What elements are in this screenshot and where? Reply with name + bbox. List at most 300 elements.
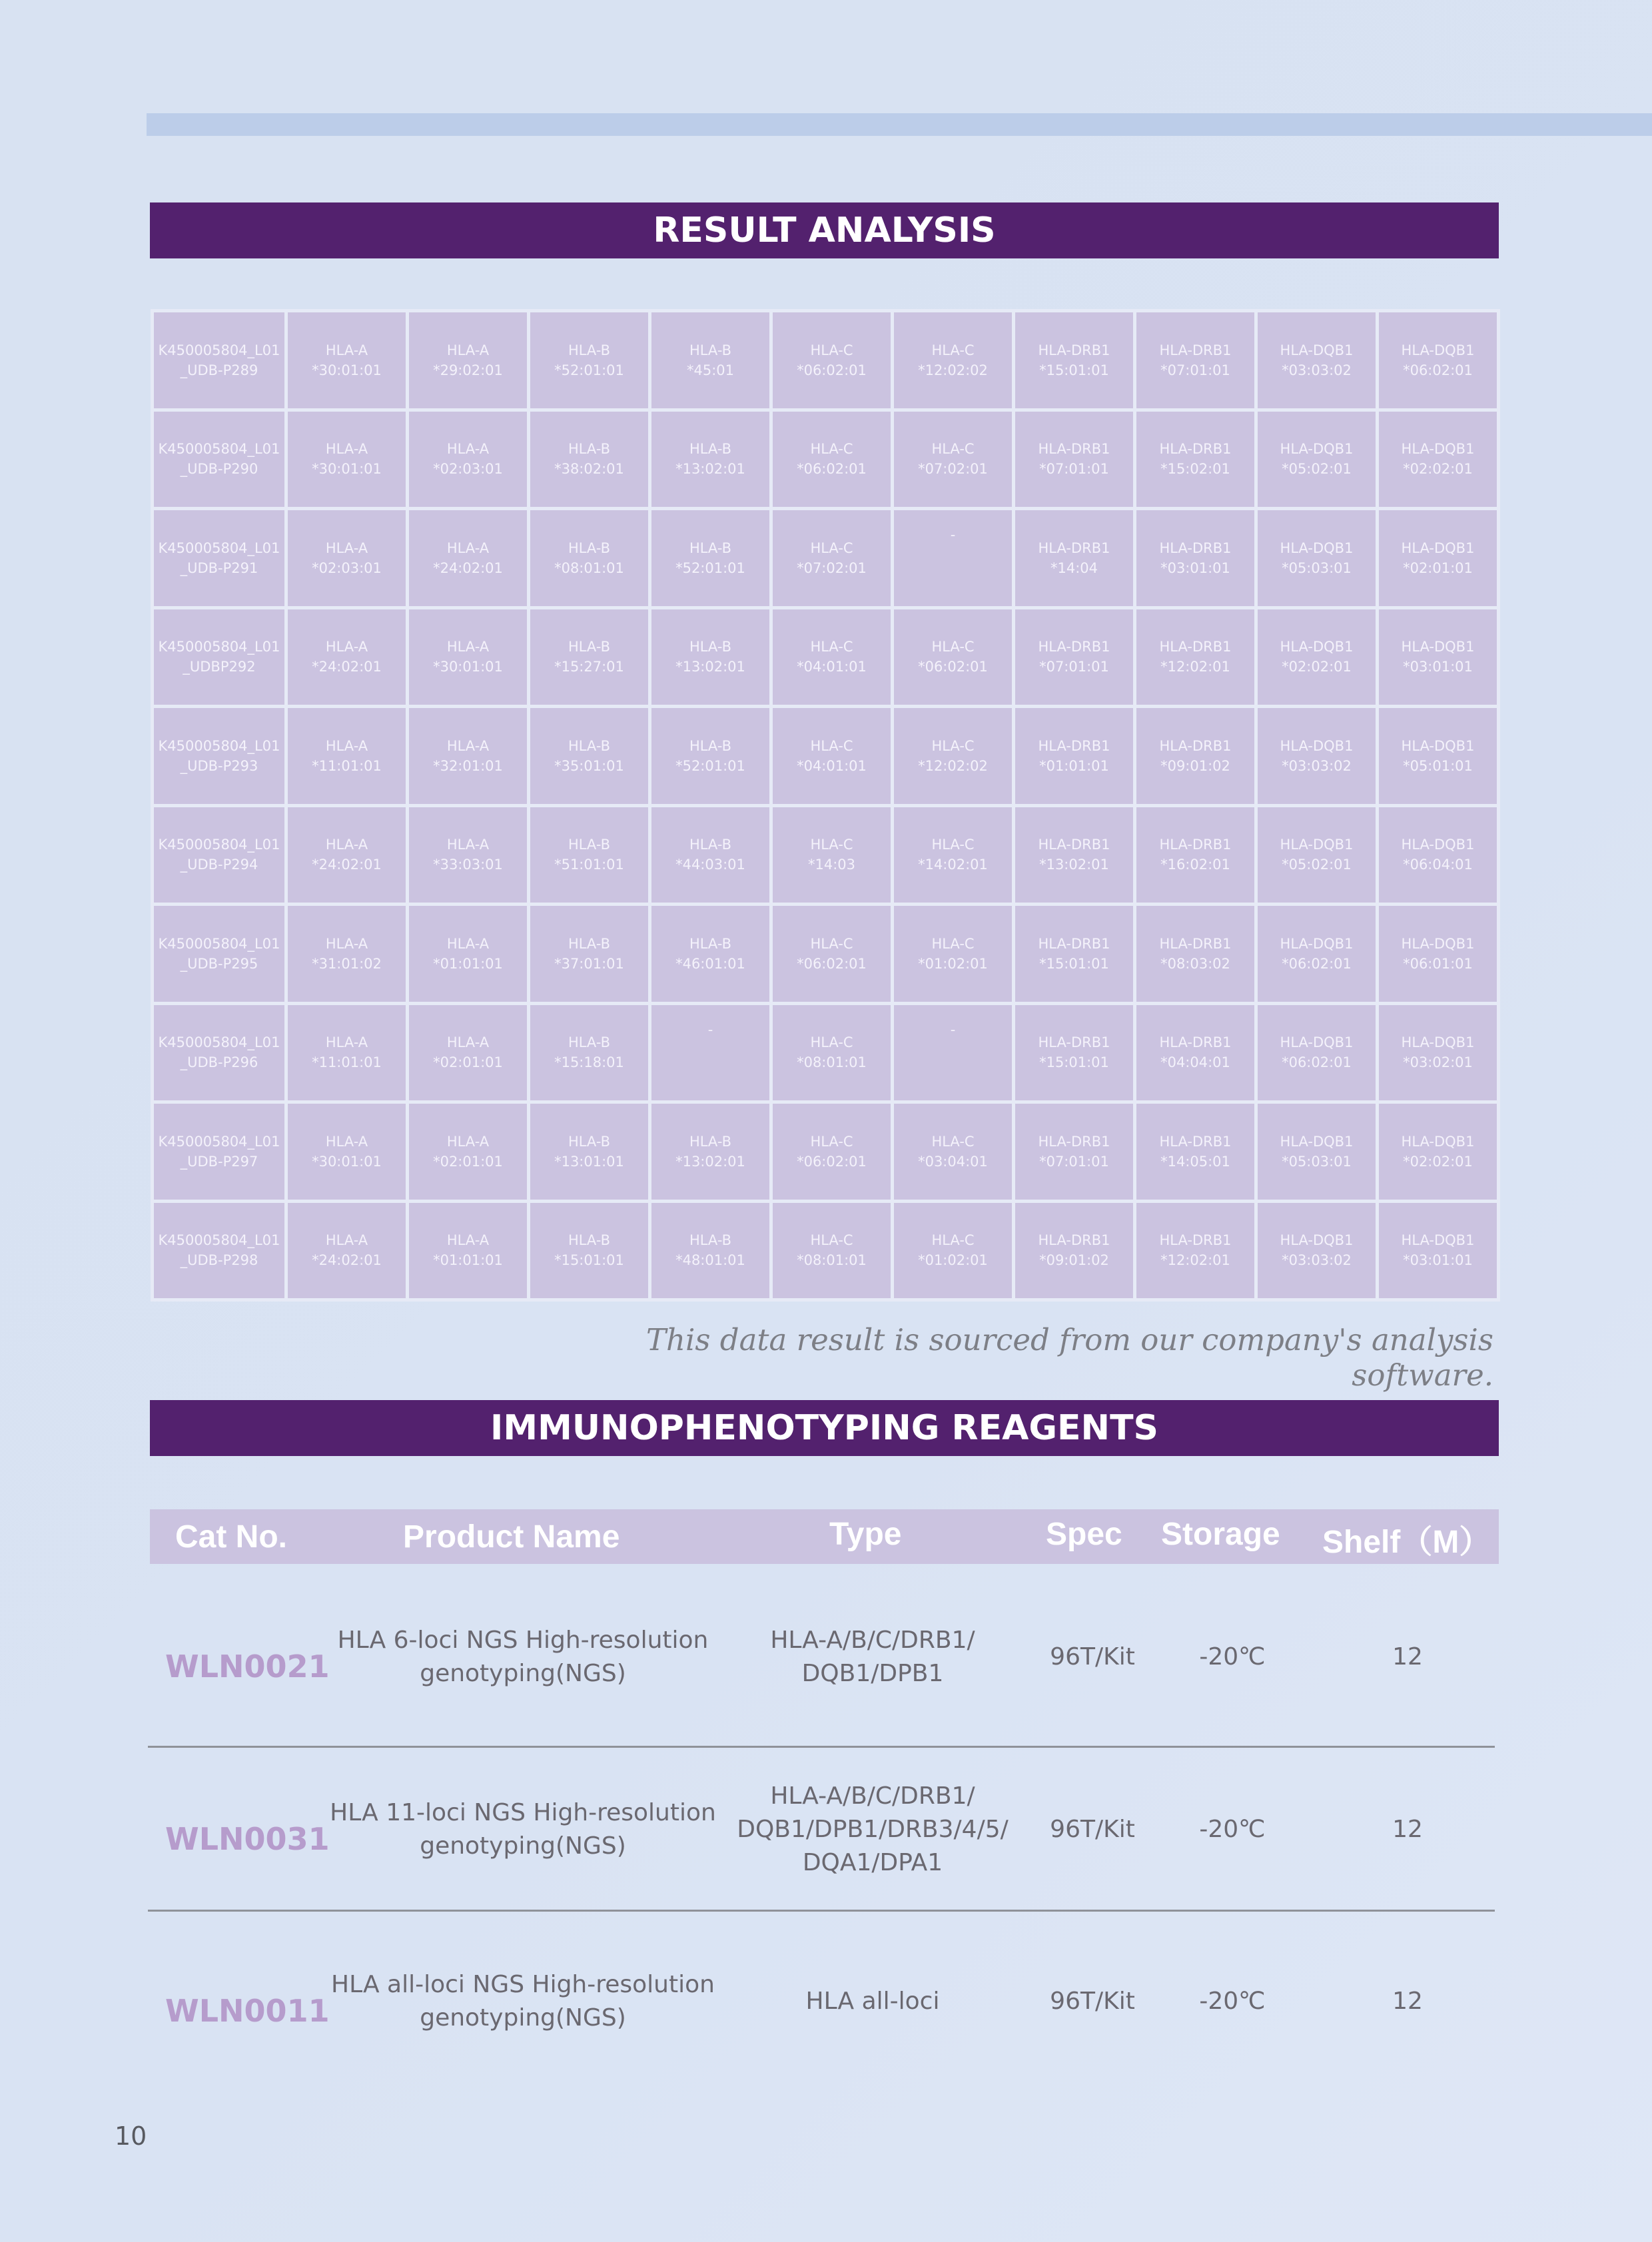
allele-locus: HLA-A [446,935,490,952]
product-name-line: HLA 11-loci NGS High-resolution [330,1799,716,1826]
allele-locus: HLA-DRB1 [1038,639,1110,655]
allele-locus: HLA-A [325,342,368,358]
allele-value: *05:02:01 [1282,857,1352,873]
allele-value: *24:02:01 [312,659,382,675]
allele-value: *02:02:01 [1403,461,1473,478]
allele-cell [286,509,408,608]
product-name [316,1968,729,2035]
allele-cell [1256,1201,1378,1300]
allele-locus: HLA-DQB1 [1401,639,1475,655]
allele-locus: HLA-A [446,540,490,556]
allele-cell [286,311,408,410]
allele-cell [1135,905,1256,1004]
allele-cell [893,607,1014,707]
allele-locus: HLA-B [568,441,611,458]
allele-value: *46:01:01 [675,955,745,972]
allele-locus: HLA-C [810,1133,853,1150]
allele-cell [771,805,893,905]
allele-cell [1014,1003,1135,1102]
hla-result-row [153,805,1499,905]
product-spec: 96T/Kit [1050,1988,1135,2015]
allele-locus: - [950,527,956,543]
product-type-line: DQB1/DPB1/DRB3/4/5/ [737,1816,1009,1843]
allele-cell [1378,1102,1499,1202]
allele-locus: HLA-A [446,737,490,754]
product-name-line: HLA 6-loci NGS High-resolution [337,1627,709,1654]
allele-value: *15:01:01 [554,1252,624,1269]
allele-value: *35:01:01 [554,757,624,774]
allele-locus: HLA-DRB1 [1159,837,1232,853]
allele-cell [529,1003,650,1102]
allele-locus: HLA-B [689,342,732,358]
allele-cell [408,410,529,509]
allele-cell [1014,311,1135,410]
allele-value: *05:03:01 [1282,1153,1352,1170]
allele-locus: HLA-DRB1 [1159,540,1232,556]
allele-value: *04:01:01 [797,757,867,774]
product-type [713,1985,1032,2018]
allele-cell [408,607,529,707]
allele-cell [893,707,1014,806]
allele-locus: HLA-A [325,441,368,458]
allele-value: *15:01:01 [1039,362,1109,378]
allele-value: *02:03:01 [433,461,503,478]
allele-cell [771,509,893,608]
allele-cell [1135,1201,1256,1300]
allele-value: *52:01:01 [554,362,624,378]
allele-value: *08:01:01 [554,560,624,576]
allele-locus: HLA-B [689,837,732,853]
allele-value: *12:02:01 [1160,1252,1230,1269]
allele-cell [1256,410,1378,509]
allele-locus: HLA-A [325,1034,368,1051]
allele-cell [650,1102,771,1202]
allele-cell [1135,1003,1256,1102]
allele-value: *31:01:02 [312,955,382,972]
sample-id-line: _UDBP292 [183,659,256,675]
allele-value: *09:01:02 [1039,1252,1109,1269]
product-type-line: HLA all-loci [805,1988,940,2015]
allele-locus: HLA-B [689,540,732,556]
allele-value: *12:02:02 [918,362,988,378]
allele-value: *02:01:01 [1403,560,1473,576]
sample-id-line: K450005804_L01 [158,935,280,952]
source-note: This data result is sourced from our company's analysis software. [646,1322,1493,1393]
allele-locus: HLA-B [568,639,611,655]
allele-locus: HLA-B [689,1232,732,1249]
allele-value: *07:02:01 [918,461,988,478]
allele-locus: HLA-DQB1 [1401,1133,1475,1150]
allele-value: *30:01:01 [433,659,503,675]
allele-locus: HLA-B [568,1034,611,1051]
allele-locus: HLA-A [446,441,490,458]
allele-locus: HLA-DRB1 [1159,639,1232,655]
allele-locus: HLA-A [325,540,368,556]
allele-cell [650,607,771,707]
sample-id-line: K450005804_L01 [158,639,280,655]
product-cat-no: WLN0021 [165,1649,330,1684]
allele-locus: HLA-DQB1 [1401,1232,1475,1249]
allele-locus: HLA-DQB1 [1401,540,1475,556]
allele-value: *14:02:01 [918,857,988,873]
allele-locus: HLA-DQB1 [1401,1034,1475,1051]
allele-value: *14:05:01 [1160,1153,1230,1170]
allele-cell [408,805,529,905]
allele-value: *08:03:02 [1160,955,1230,972]
allele-locus: HLA-C [810,441,853,458]
allele-locus: HLA-DQB1 [1280,342,1354,358]
allele-cell [1378,1201,1499,1300]
top-decorative-stripe [147,113,1652,136]
allele-locus: HLA-C [810,1232,853,1249]
allele-cell [1014,410,1135,509]
sample-id-cell [153,410,286,509]
allele-cell [1378,410,1499,509]
allele-cell [650,311,771,410]
sample-id-line: K450005804_L01 [158,1232,280,1249]
allele-cell [1378,607,1499,707]
sample-id-line: _UDB-P295 [180,955,258,972]
allele-cell [771,1102,893,1202]
header-storage: Storage [1161,1517,1280,1552]
allele-locus: HLA-B [689,639,732,655]
allele-cell [1378,805,1499,905]
allele-value: *29:02:01 [433,362,503,378]
allele-value: *32:01:01 [433,757,503,774]
sample-id-cell [153,905,286,1004]
allele-value: *02:02:01 [1282,659,1352,675]
allele-cell [893,1201,1014,1300]
sample-id-line: K450005804_L01 [158,837,280,853]
allele-cell [1135,805,1256,905]
allele-value: *07:01:01 [1039,461,1109,478]
sample-id-cell [153,707,286,806]
allele-locus: HLA-A [446,1034,490,1051]
product-type [713,1780,1032,1880]
allele-cell [771,905,893,1004]
allele-value: *13:01:01 [554,1153,624,1170]
allele-cell [408,1102,529,1202]
sample-id-line: _UDB-P294 [180,857,258,873]
allele-value: *06:02:01 [1282,955,1352,972]
allele-locus: HLA-A [325,837,368,853]
allele-cell [408,905,529,1004]
allele-cell-empty [650,1003,771,1102]
allele-value: *03:01:01 [1403,1252,1473,1269]
product-spec: 96T/Kit [1050,1816,1135,1843]
allele-locus: HLA-DRB1 [1159,1133,1232,1150]
allele-value: *03:03:02 [1282,362,1352,378]
allele-locus: HLA-DQB1 [1280,1133,1354,1150]
allele-cell [1256,707,1378,806]
allele-cell [893,905,1014,1004]
allele-cell [408,311,529,410]
allele-value: *24:02:01 [312,857,382,873]
allele-cell-empty [893,509,1014,608]
allele-cell [1378,707,1499,806]
allele-cell [1378,509,1499,608]
allele-cell [1135,410,1256,509]
allele-locus: HLA-C [931,837,975,853]
allele-cell [1378,1003,1499,1102]
sample-id-line: _UDB-P296 [180,1054,258,1071]
sample-id-line: _UDB-P293 [180,757,258,774]
allele-cell [650,410,771,509]
allele-value: *07:02:01 [797,560,867,576]
allele-locus: HLA-A [325,639,368,655]
product-name-line: genotyping(NGS) [420,1832,626,1860]
hla-result-row [153,311,1499,410]
allele-locus: HLA-DQB1 [1280,1232,1354,1249]
allele-cell [1256,509,1378,608]
allele-value: *33:03:01 [433,857,503,873]
allele-cell [893,410,1014,509]
sample-id-line: K450005804_L01 [158,342,280,358]
allele-cell [771,607,893,707]
allele-locus: HLA-DQB1 [1401,837,1475,853]
sample-id-line: K450005804_L01 [158,540,280,556]
allele-locus: HLA-A [446,1232,490,1249]
allele-cell [1135,311,1256,410]
allele-value: *13:02:01 [675,461,745,478]
allele-locus: HLA-DRB1 [1159,1034,1232,1051]
allele-cell [1256,1102,1378,1202]
product-name-line: HLA all-loci NGS High-resolution [331,1971,715,1998]
sample-id-cell [153,311,286,410]
product-shelf: 12 [1392,1988,1423,2015]
allele-locus: HLA-DRB1 [1038,441,1110,458]
allele-value: *01:01:01 [433,1252,503,1269]
allele-cell [650,805,771,905]
allele-locus: HLA-DQB1 [1280,540,1354,556]
allele-locus: HLA-DQB1 [1401,737,1475,754]
hla-result-table [151,309,1500,1302]
allele-cell [408,509,529,608]
allele-cell [529,905,650,1004]
allele-cell [771,311,893,410]
product-type-line: HLA-A/B/C/DRB1/ [770,1627,975,1654]
allele-cell [771,410,893,509]
allele-locus: HLA-A [446,837,490,853]
allele-value: *15:27:01 [554,659,624,675]
allele-locus: HLA-DQB1 [1280,737,1354,754]
allele-locus: - [950,1021,956,1038]
allele-locus: HLA-C [810,1034,853,1051]
allele-value: *13:02:01 [675,659,745,675]
allele-value: *05:01:01 [1403,757,1473,774]
allele-locus: HLA-B [568,1133,611,1150]
allele-value: *15:01:01 [1039,1054,1109,1071]
allele-cell [286,805,408,905]
allele-locus: HLA-C [810,639,853,655]
allele-locus: HLA-C [931,441,975,458]
allele-cell [1256,311,1378,410]
allele-cell [286,410,408,509]
allele-value: *03:02:01 [1403,1054,1473,1071]
header-product-name: Product Name [403,1519,620,1555]
allele-value: *14:04 [1050,560,1098,576]
allele-locus: HLA-DRB1 [1038,1133,1110,1150]
product-type-line: DQB1/DPB1 [801,1660,944,1687]
allele-value: *13:02:01 [675,1153,745,1170]
sample-id-cell [153,607,286,707]
allele-cell [286,607,408,707]
allele-value: *24:02:01 [433,560,503,576]
allele-locus: HLA-DRB1 [1038,1034,1110,1051]
sample-id-line: K450005804_L01 [158,1133,280,1150]
allele-cell [771,1003,893,1102]
allele-value: *08:01:01 [797,1252,867,1269]
allele-cell-empty [893,1003,1014,1102]
allele-value: *07:01:01 [1039,1153,1109,1170]
allele-cell [286,1102,408,1202]
allele-value: *01:02:01 [918,1252,988,1269]
allele-value: *01:01:01 [433,955,503,972]
allele-value: *11:01:01 [312,757,382,774]
product-table-header [150,1509,1499,1564]
allele-locus: HLA-B [568,935,611,952]
allele-value: *52:01:01 [675,560,745,576]
allele-cell [1135,607,1256,707]
allele-value: *12:02:02 [918,757,988,774]
allele-value: *02:01:01 [433,1153,503,1170]
allele-locus: HLA-DQB1 [1280,639,1354,655]
allele-value: *37:01:01 [554,955,624,972]
allele-value: *52:01:01 [675,757,745,774]
hla-result-row [153,1003,1499,1102]
allele-locus: HLA-DQB1 [1280,935,1354,952]
allele-cell [1014,607,1135,707]
sample-id-cell [153,1003,286,1102]
allele-cell [1135,707,1256,806]
allele-cell [893,805,1014,905]
allele-locus: HLA-C [931,342,975,358]
product-type-line: DQA1/DPA1 [802,1849,943,1876]
product-shelf: 12 [1392,1643,1423,1671]
allele-value: *03:04:01 [918,1153,988,1170]
allele-cell [408,1003,529,1102]
allele-value: *48:01:01 [675,1252,745,1269]
allele-value: *06:02:01 [918,659,988,675]
allele-value: *05:03:01 [1282,560,1352,576]
allele-cell [529,1102,650,1202]
allele-locus: HLA-DQB1 [1401,441,1475,458]
allele-cell [1378,905,1499,1004]
allele-value: *04:04:01 [1160,1054,1230,1071]
allele-value: *02:02:01 [1403,1153,1473,1170]
sample-id-line: K450005804_L01 [158,737,280,754]
allele-value: *30:01:01 [312,461,382,478]
allele-value: *15:01:01 [1039,955,1109,972]
sample-id-cell [153,1102,286,1202]
allele-cell [893,1102,1014,1202]
allele-value: *51:01:01 [554,857,624,873]
allele-value: *07:01:01 [1039,659,1109,675]
allele-locus: HLA-DRB1 [1038,1232,1110,1249]
allele-cell [286,1003,408,1102]
allele-value: *03:03:02 [1282,1252,1352,1269]
allele-locus: HLA-DRB1 [1159,441,1232,458]
allele-value: *02:01:01 [433,1054,503,1071]
allele-locus: HLA-C [931,1133,975,1150]
product-name-line: genotyping(NGS) [420,2004,626,2032]
allele-value: *03:01:01 [1160,560,1230,576]
allele-cell [650,509,771,608]
header-spec: Spec [1046,1517,1122,1552]
sample-id-line: _UDB-P298 [180,1252,258,1269]
header-shelf: Shelf（M） [1322,1525,1491,1560]
reagents-banner: IMMUNOPHENOTYPING REAGENTS [150,1400,1499,1456]
product-type-line: HLA-A/B/C/DRB1/ [770,1782,975,1810]
result-analysis-banner: RESULT ANALYSIS [150,202,1499,258]
allele-value: *09:01:02 [1160,757,1230,774]
allele-cell [529,1201,650,1300]
allele-cell [1014,1102,1135,1202]
allele-cell [286,707,408,806]
header-type: Type [829,1517,902,1552]
allele-value: *08:01:01 [797,1054,867,1071]
allele-locus: HLA-C [931,935,975,952]
allele-locus: HLA-DQB1 [1280,1034,1354,1051]
allele-cell [771,707,893,806]
allele-cell [650,707,771,806]
allele-locus: HLA-B [689,1133,732,1150]
allele-value: *06:04:01 [1403,857,1473,873]
allele-cell [1014,509,1135,608]
allele-locus: HLA-A [325,1232,368,1249]
allele-locus: HLA-DQB1 [1280,441,1354,458]
allele-locus: HLA-B [568,837,611,853]
allele-locus: HLA-A [446,342,490,358]
allele-value: *38:02:01 [554,461,624,478]
allele-value: *07:01:01 [1160,362,1230,378]
allele-locus: HLA-C [810,540,853,556]
allele-locus: HLA-C [931,639,975,655]
allele-locus: HLA-A [446,1133,490,1150]
allele-cell [529,410,650,509]
product-name [316,1624,729,1690]
product-storage: -20℃ [1199,1643,1266,1671]
allele-value: *06:01:01 [1403,955,1473,972]
allele-cell [1014,905,1135,1004]
allele-locus: HLA-B [568,737,611,754]
allele-cell [529,311,650,410]
allele-locus: HLA-B [568,540,611,556]
hla-result-row [153,905,1499,1004]
allele-cell [1014,1201,1135,1300]
allele-cell [286,1201,408,1300]
product-type [713,1624,1032,1690]
allele-cell [529,607,650,707]
allele-locus: HLA-C [931,737,975,754]
allele-locus: - [707,1021,713,1038]
product-storage: -20℃ [1199,1988,1266,2015]
allele-value: *30:01:01 [312,362,382,378]
allele-value: *11:01:01 [312,1054,382,1071]
allele-cell [1135,1102,1256,1202]
allele-value: *01:02:01 [918,955,988,972]
sample-id-cell [153,805,286,905]
hla-result-row [153,707,1499,806]
allele-locus: HLA-A [446,639,490,655]
allele-cell [1014,707,1135,806]
allele-locus: HLA-C [810,737,853,754]
product-name-line: genotyping(NGS) [420,1660,626,1687]
allele-value: *05:02:01 [1282,461,1352,478]
allele-locus: HLA-DRB1 [1038,935,1110,952]
hla-result-row [153,509,1499,608]
allele-locus: HLA-DRB1 [1159,737,1232,754]
